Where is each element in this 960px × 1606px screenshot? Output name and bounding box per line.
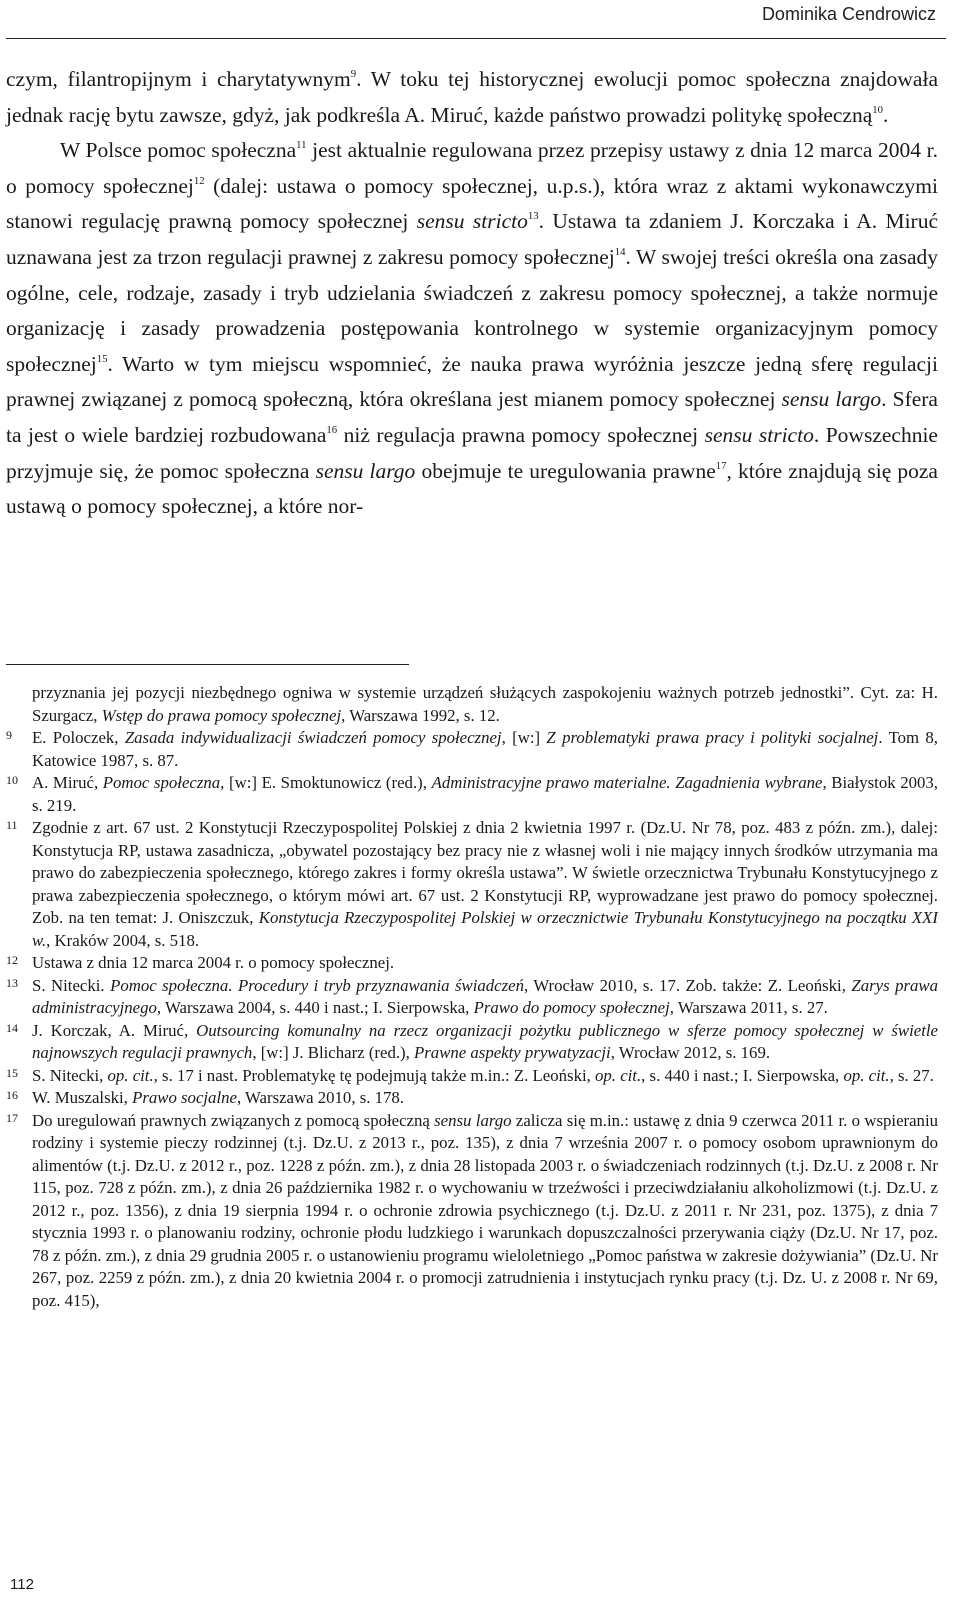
- paragraph-1: czym, filantropijnym i charytatywnym$^9$. W toku tej historycznej ewolucji pomoc społeczna znajdowała jednak rację bytu zawsze, gdyż, jak podkreśla A. Miruć, każde państwo prowadzi politykę społeczną$^{10}$.: [6, 67, 938, 127]
- footnote-ref: 14: [614, 245, 626, 258]
- footnote-number: 11: [6, 818, 18, 832]
- footnote-ref: 9: [350, 67, 357, 80]
- running-header: [6, 0, 946, 39]
- footnote-separator: [6, 664, 409, 665]
- footnote-ref: 12: [193, 174, 205, 187]
- header-author: Dominika Cendrowicz: [761, 4, 936, 24]
- footnote-number: 17: [6, 1110, 18, 1125]
- footnote-ref: 13: [527, 210, 539, 223]
- latin-term: sensu stricto: [416, 209, 528, 234]
- latin-term: sensu largo: [781, 387, 882, 412]
- footnote-ref: 16: [326, 423, 338, 436]
- footnote-13: 13 S. Nitecki. Pomoc społeczna. Procedury i tryb przyznawania świadczeń, Wrocław 2010, s. 17. Zob. także: Z. Leoński, Zarys prawa administracyjnego, Warszawa 2004, s. 440 i nast.; I. Sierpowska, Prawo do pomocy społecznej, Warszawa 2011, s. 27.: [6, 975, 938, 1020]
- footnote-11: 11 Zgodnie z art. 67 ust. 2 Konstytucji Rzeczypospolitej Polskiej z dnia 2 kwietnia 1997 r. (Dz.U. Nr 78, poz. 483 z późn. zm.), dalej: Konstytucja RP, ustawa zasadnicza, „obywatel pozostający bez pracy nie z własnej woli i nie mający innych środków utrzymania ma prawo do zabezpieczenia społecznego, którego zakres i formy określa ustawa”. W świetle orzecznictwa Trybunału Konstytucyjnego z prawa zabezpieczenia społecznego, o którym mówi art. 67 ust. 2 Konstytucji RP, wyprowadzane jest prawo do pomocy społecznej. Zob. na ten temat: J. Oniszczuk, Konstytucja Rzeczypospolitej Polskiej w orzecznictwie Trybunału Konstytucyjnego na początku XXI w., Kraków 2004, s. 518.: [6, 817, 938, 952]
- page-number: 112: [10, 1576, 34, 1593]
- footnote-10: 10 A. Miruć, Pomoc społeczna, [w:] E. Smoktunowicz (red.), Administracyjne prawo materialne. Zagadnienia wybrane, Białystok 2003, s. 219.: [6, 772, 938, 817]
- footnote-number: 14: [6, 1020, 18, 1035]
- footnote-16: 16 W. Muszalski, Prawo socjalne, Warszawa 2010, s. 178.: [6, 1087, 938, 1110]
- latin-term: sensu largo: [315, 458, 416, 483]
- footnote-number: 12: [6, 953, 18, 967]
- footnotes: [6, 682, 938, 1312]
- footnote-15: 15 S. Nitecki, op. cit., s. 17 i nast. Problematykę tę podejmują także m.in.: Z. Leoński, op. cit., s. 440 i nast.; I. Sierpowska, op. cit., s. 27.: [6, 1065, 938, 1088]
- footnote-ref: 15: [96, 352, 108, 365]
- footnote-number: 9: [6, 728, 12, 742]
- footnote-ref: 17: [715, 459, 727, 472]
- footnote-continuation: przyznania jej pozycji niezbędnego ogniwa w systemie urządzeń służących zaspokojeniu ważnych potrzeb jednostki”. Cyt. za: H. Szurgacz, Wstęp do prawa pomocy społecznej, Warszawa 1992, s. 12.: [32, 683, 938, 725]
- latin-term: sensu stricto: [704, 422, 814, 447]
- footnote-number: 10: [6, 773, 18, 787]
- footnote-number: 13: [6, 975, 18, 990]
- footnote-number: 16: [6, 1088, 18, 1102]
- main-text: [6, 62, 938, 525]
- footnote-14: 14 J. Korczak, A. Miruć, Outsourcing komunalny na rzecz organizacji pożytku publicznego w sferze pomocy społecznej w świetle najnowszych regulacji prawnych, [w:] J. Blicharz (red.), Prawne aspekty prywatyzacji, Wrocław 2012, s. 169.: [6, 1020, 938, 1065]
- footnote-number: 15: [6, 1065, 18, 1080]
- footnote-ref: 10: [872, 103, 884, 116]
- footnote-ref: 11: [296, 139, 307, 152]
- paragraph-2: W Polsce pomoc społeczna$^{11}$ jest aktualnie regulowana przez przepisy ustawy z dnia 12 marca 2004 r. o pomocy społecznej$^{12}$ (dalej: ustawa o pomocy społecznej, u.p.s.), która wraz z aktami wykonawczymi stanowi regulację prawną pomocy społecznej sensu stricto$^{13}$. Ustawa ta zdaniem J. Korczaka i A. Miruć uznawana jest za trzon regulacji prawnej z zakresu pomocy społecznej$^{14}$. W swojej treści określa ona zasady ogólne, cele, rodzaje, zasady i tryb udzielania świadczeń z zakresu pomocy społecznej, a także normuje organizację i zasady prowadzenia postępowania kontrolnego w systemie organizacyjnym pomocy społecznej$^{15}$. Warto w tym miejscu wspomnieć, że nauka prawa wyróżnia jeszcze jedną sferę regulacji prawnej związanej z pomocą społeczną, która określana jest mianem pomocy społecznej sensu largo. Sfera ta jest o wiele bardziej rozbudowana$^{16}$ niż regulacja prawna pomocy społecznej sensu stricto. Powszechnie przyjmuje się, że pomoc społeczna sensu largo obejmuje te uregulowania prawne$^{17}$, które znajdują się poza ustawą o pomocy społecznej, a które nor-: [6, 138, 939, 519]
- footnote-12: 12 Ustawa z dnia 12 marca 2004 r. o pomocy społecznej.: [6, 952, 938, 975]
- footnote-17: 17 Do uregulowań prawnych związanych z pomocą społeczną sensu largo zalicza się m.in.: ustawę z dnia 9 czerwca 2011 r. o wspieraniu rodziny i systemie pieczy rodzinnej (t.j. Dz.U. z 2013 r., poz. 135), z dnia 7 września 2007 r. o pomocy osobom uprawnionym do alimentów (t.j. Dz.U. z 2012 r., poz. 1228 z późn. zm.), z dnia 28 listopada 2003 r. o świadczeniach rodzinnych (t.j. Dz.U. z 2008 r. Nr 115, poz. 728 z późn. zm.), z dnia 26 października 1982 r. o wychowaniu w trzeźwości i przeciwdziałaniu alkoholizmowi (t.j. Dz.U. z 2012 r., poz. 1356), z dnia 19 sierpnia 1994 r. o ochronie zdrowia psychicznego (t.j. Dz.U. z 2011 r. Nr 231, poz. 1375), z dnia 7 stycznia 1993 r. o planowaniu rodziny, ochronie płodu ludzkiego i warunkach dopuszczalności przerywania ciąży (Dz.U. Nr 17, poz. 78 z późn. zm.), z dnia 29 grudnia 2005 r. o ustanowieniu programu wieloletniego „Pomoc państwa w zakresie dożywiania” (Dz.U. Nr 267, poz. 2259 z późn. zm.), z dnia 20 kwietnia 2004 r. o promocji zatrudnienia i instytucjach rynku pracy (t.j. Dz. U. z 2008 r. Nr 69, poz. 415),: [6, 1110, 938, 1313]
- footnote-9: 9 E. Poloczek, Zasada indywidualizacji świadczeń pomocy społecznej, [w:] Z problematyki prawa pracy i polityki socjalnej. Tom 8, Katowice 1987, s. 87.: [6, 727, 938, 772]
